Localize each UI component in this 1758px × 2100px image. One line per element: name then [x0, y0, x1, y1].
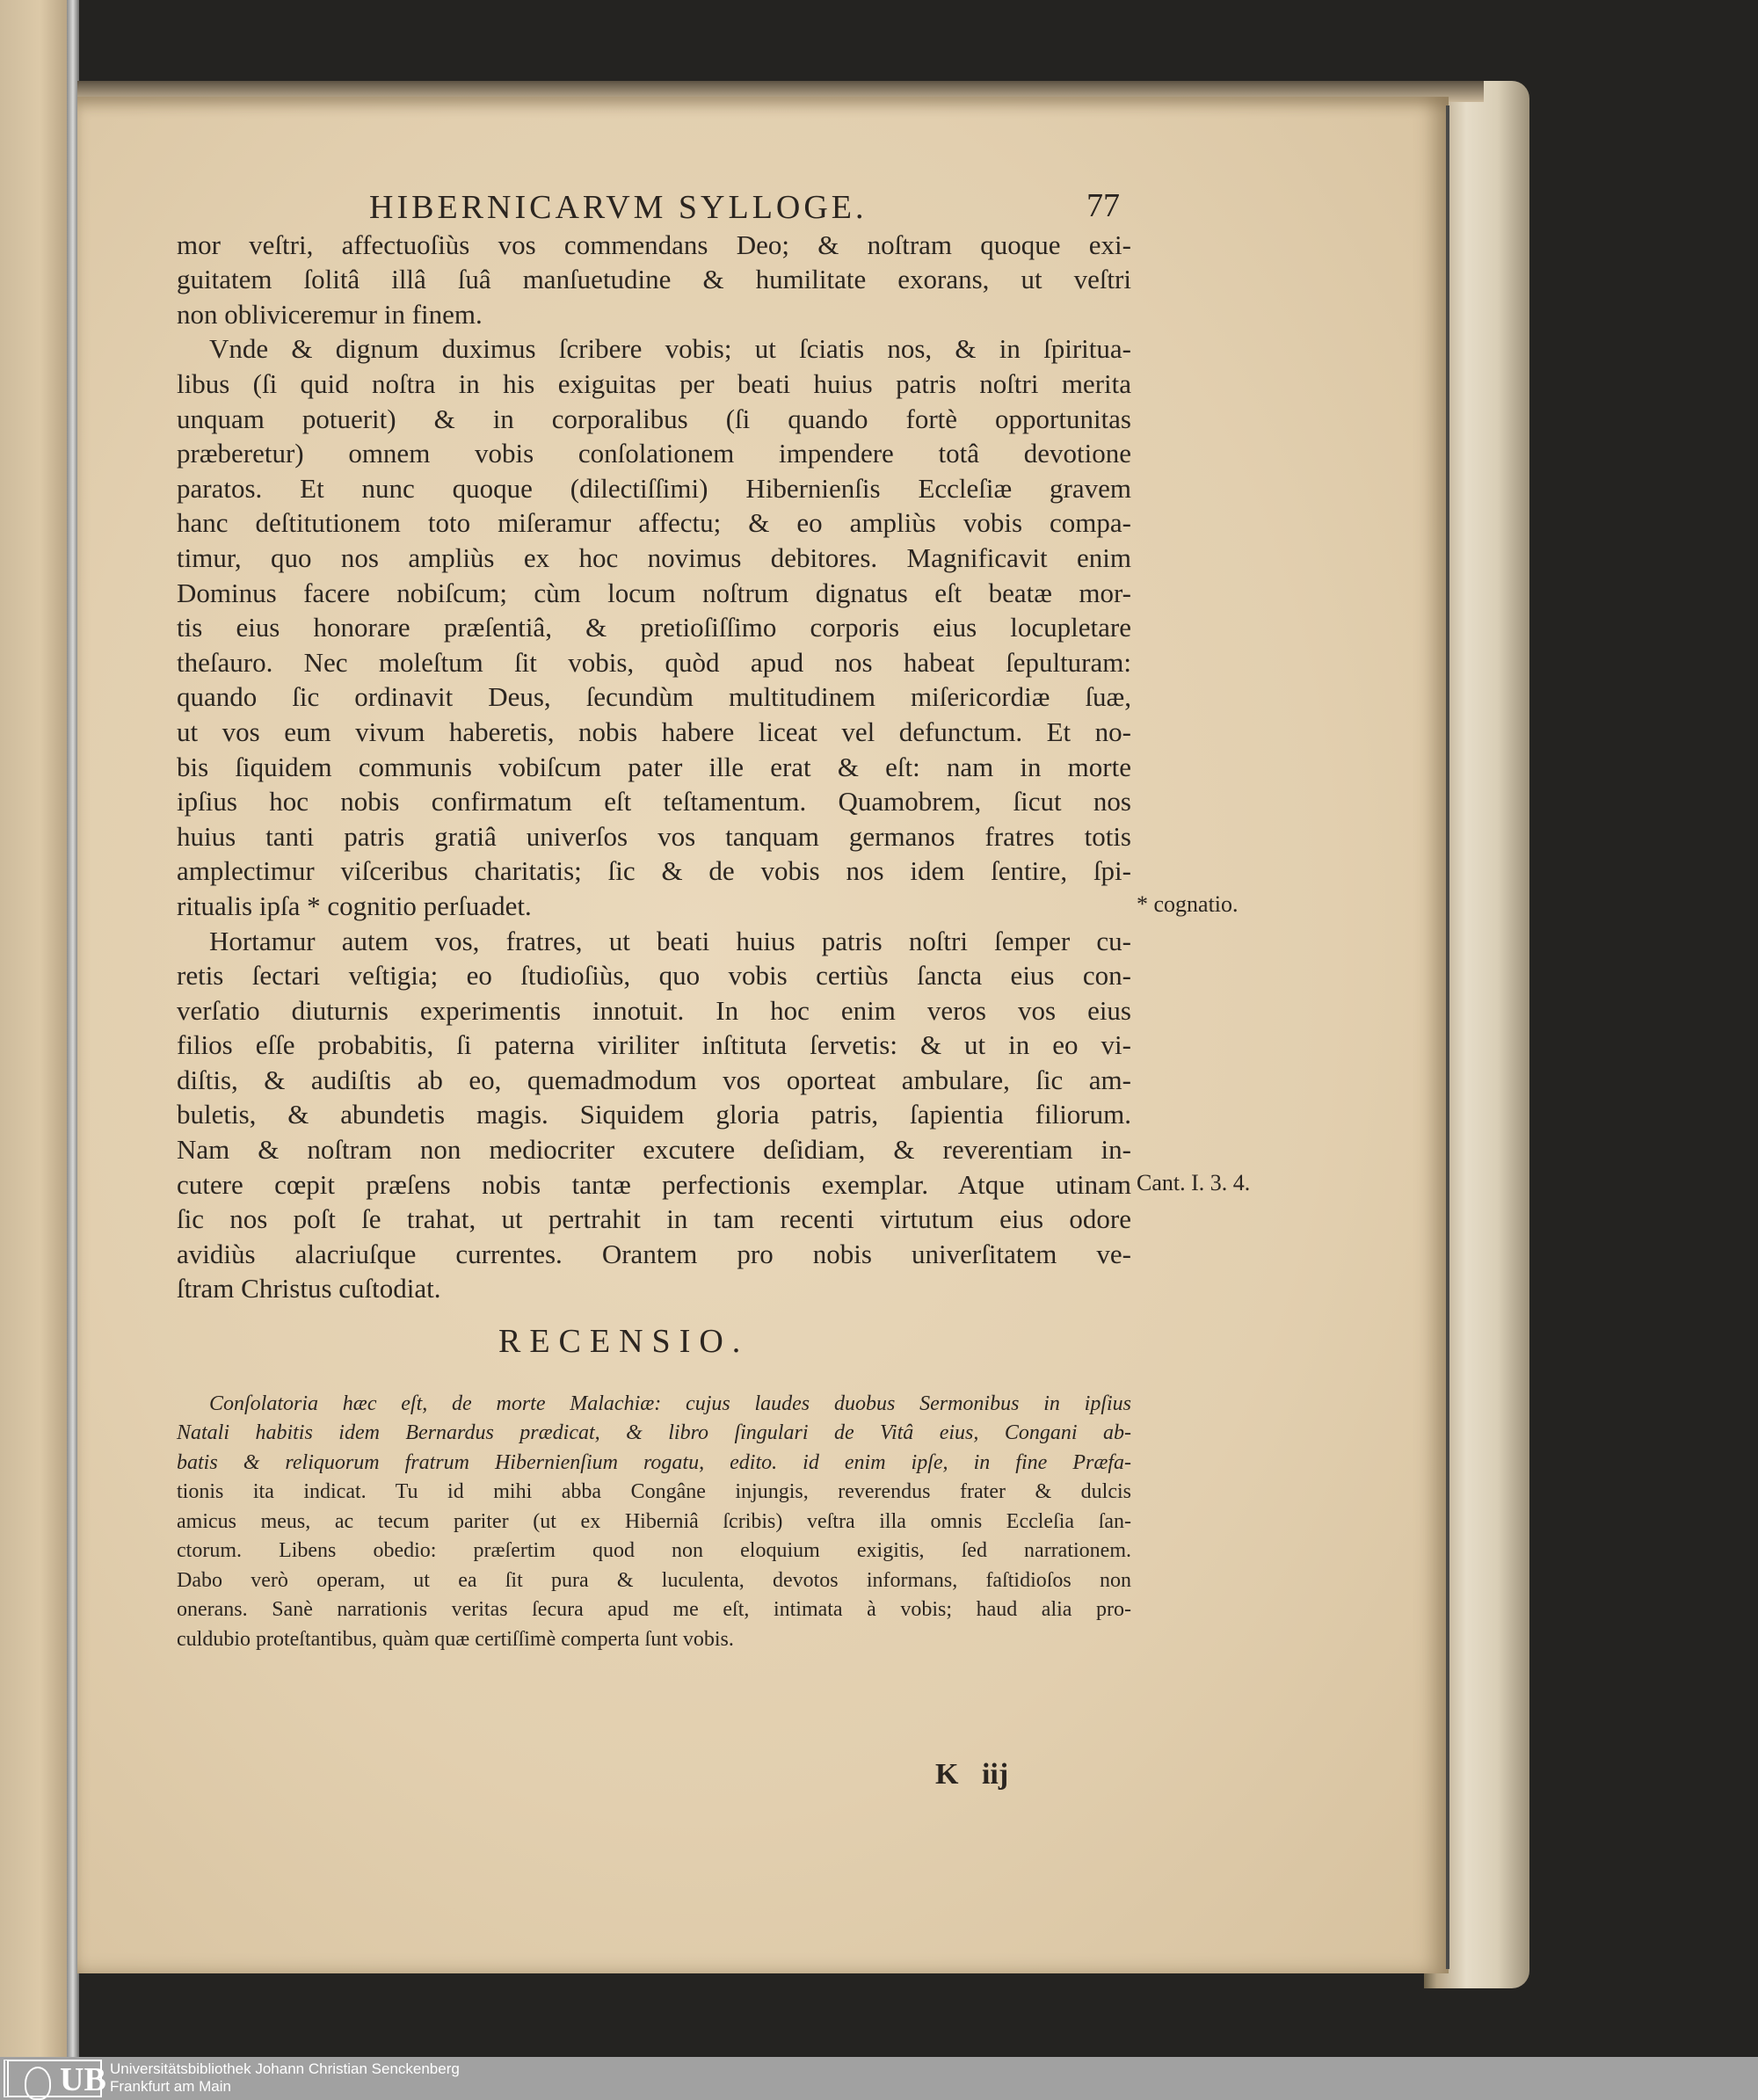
text-line: batis & reliquorum fratrum Hibernienſium rogatu, edito. id enim ipſe, in fine Præfa- — [177, 1451, 1131, 1474]
text-line: ut vos eum vivum haberetis, nobis habere liceat vel defunctum. Et no- — [177, 716, 1131, 747]
text-line: buletis, & abundetis magis. Siquidem gloria patris, ſapientia filiorum. — [177, 1099, 1131, 1130]
text-line: guitatem ſolitâ illâ ſuâ manſuetudine & humilitate exorans, ut veſtri — [177, 264, 1131, 294]
text-line: paratos. Et nunc quoque (dilectiſſimi) Hibernienſis Eccleſiæ gravem — [177, 473, 1131, 504]
text-line: verſatio diuturnis experimentis innotuit. In hoc enim veros vos eius — [177, 995, 1131, 1026]
margin-note: * cognatio. — [1137, 891, 1239, 917]
running-title: HIBERNICARVM SYLLOGE. — [369, 189, 868, 226]
text-line: filios eſſe probabitis, ſi paterna viriliter inſtituta ſervetis: & ut in eo vi- — [177, 1029, 1131, 1060]
text-line: ſtram Christus cuſtodiat. — [177, 1273, 441, 1304]
text-line: Dominus facere nobiſcum; cùm locum noſtrum dignatus eſt beatæ mor- — [177, 578, 1131, 608]
text-line: Conſolatoria hæc eſt, de morte Malachiæ: cujus laudes duobus Sermonibus in ipſius — [209, 1392, 1131, 1415]
text-line: avidiùs alacriuſque currentes. Orantem pro nobis univerſitatem ve- — [177, 1239, 1131, 1269]
text-line: tionis ita indicat. Tu id mihi abba Congâne injungis, reverendus frater & dulcis — [177, 1480, 1131, 1503]
portrait-icon — [25, 2067, 51, 2100]
text-line: mor veſtri, affectuoſiùs vos commendans Deo; & noſtram quoque exi- — [177, 229, 1131, 260]
text-line: bis ſiquidem communis vobiſcum pater ille erat & eſt: nam in morte — [177, 752, 1131, 782]
facing-page-edge — [0, 0, 67, 2057]
text-line: huius tanti patris gratiâ univerſos vos tanquam germanos fratres totis — [177, 821, 1131, 852]
signature-mark: K iij — [935, 1758, 1009, 1791]
text-line: Nam & noſtram non mediocriter excutere deſidiam, & reverentiam in- — [177, 1134, 1131, 1165]
text-line: amicus meus, ac tecum pariter (ut ex Hiberniâ ſcribis) veſtra illa omnis Eccleſia ſan- — [177, 1510, 1131, 1533]
margin-note: Cant. I. 3. 4. — [1137, 1170, 1251, 1195]
page-number: 77 — [1086, 187, 1120, 224]
text-line: onerans. Sanè narrationis veritas ſecura apud me eſt, intimata à vobis; haud alia pro- — [177, 1598, 1131, 1621]
text-line: tis eius honorare præſentiâ, & pretioſiſſimo corporis eius locupletare — [177, 612, 1131, 643]
text-line: Dabo verò operam, ut ea ſit pura & luculenta, devotos informans, faſtidioſos non — [177, 1569, 1131, 1592]
text-line: culdubio proteſtantibus, quàm quæ certiſſimè comperta ſunt vobis. — [177, 1628, 734, 1651]
text-line: ritualis ipſa * cognitio perſuadet. — [177, 890, 532, 921]
logo-text: UB — [60, 2061, 106, 2098]
institution-city: Frankfurt am Main — [110, 2078, 231, 2095]
text-line: Vnde & dignum duximus ſcribere vobis; ut ſciatis nos, & in ſpiritua- — [209, 333, 1131, 364]
footer-bar — [0, 2057, 1758, 2100]
text-line: Hortamur autem vos, fratres, ut beati huius patris noſtri ſemper cu- — [209, 926, 1131, 956]
text-line: ſic nos poſt ſe trahat, ut pertrahit in tam recenti virtutum eius odore — [177, 1203, 1131, 1234]
text-line: unquam potuerit) & in corporalibus (ſi quando fortè opportunitas — [177, 403, 1131, 434]
institution-name: Universitätsbibliothek Johann Christian Senckenberg — [110, 2060, 460, 2077]
text-line: ipſius hoc nobis confirmatum eſt teſtamentum. Quamobrem, ſicut nos — [177, 786, 1131, 817]
text-line: libus (ſi quid noſtra in his exiguitas per beati huius patris noſtri merita — [177, 368, 1131, 399]
text-line: præberetur) omnem vobis conſolationem impendere totâ devotione — [177, 438, 1131, 469]
text-line: timur, quo nos ampliùs ex hoc novimus debitores. Magnificavit enim — [177, 542, 1131, 573]
text-line: diſtis, & audiſtis ab eo, quemadmodum vos oporteat ambulare, ſic am- — [177, 1065, 1131, 1095]
text-line: cutere cœpit præſens nobis tantæ perfectionis exemplar. Atque utinam — [177, 1169, 1131, 1200]
text-line: retis ſectari veſtigia; eo ſtudioſiùs, quo vobis certiùs ſancta eius con- — [177, 960, 1131, 991]
text-line: quando ſic ordinavit Deus, ſecundùm multitudinem miſericordiæ ſuæ, — [177, 681, 1131, 712]
text-line: theſauro. Nec moleſtum ſit vobis, quòd apud nos habeat ſepulturam: — [177, 647, 1131, 678]
library-logo — [4, 2060, 106, 2098]
text-line: Natali habitis idem Bernardus prædicat, & libro ſingulari de Vitâ eius, Congani ab- — [177, 1421, 1131, 1444]
page-edge-line — [1446, 105, 1449, 1969]
text-line: amplectimur viſceribus charitatis; ſic & de vobis nos idem ſentire, ſpi- — [177, 855, 1131, 886]
text-line: non obliviceremur in finem. — [177, 299, 483, 330]
text-line: hanc deſtitutionem toto miſeramur affectu; & eo ampliùs vobis compa- — [177, 507, 1131, 538]
text-line: ctorum. Libens obedio: præſertim quod non eloquium exigitis, ſed narrationem. — [177, 1539, 1131, 1562]
section-heading: RECENSIO. — [498, 1323, 750, 1360]
